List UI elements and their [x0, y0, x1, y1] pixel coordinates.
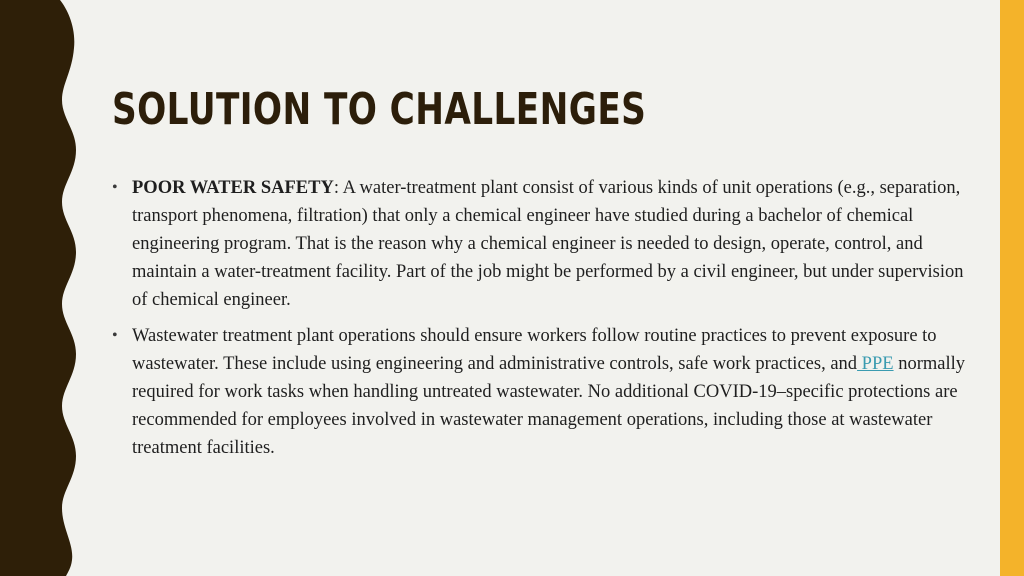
list-item [112, 322, 982, 462]
bullet-list [112, 174, 982, 470]
bullet-icon: • [112, 179, 118, 196]
ppe-link[interactable]: PPE [857, 354, 894, 374]
bullet-text: : A water-treatment plant consist of various kinds of unit operations (e.g., separation, transport phenomena, filtration) that only a chemical engineer have studied during a bachelor of chemical engineering program. That is the reason why a chemical engineer is needed to design, operate, control, and maintain a water-treatment facility. Part of the job might be performed by a civil engineer, but under supervision of chemical engineer. [132, 178, 964, 310]
bullet-lead: POOR WATER SAFETY [132, 178, 334, 198]
slide-title: SOLUTION TO CHALLENGES [112, 84, 647, 135]
bullet-text: Wastewater treatment plant operations should ensure workers follow routine practices to prevent exposure to wastewater. These include using engineering and administrative controls, safe work practices, and [132, 326, 937, 374]
bullet-text-continued: normally required for work tasks when handling untreated wastewater. No additional COVID-19–specific protections are recommended for employees involved in wastewater management operations, including those at wastewater treatment facilities. [132, 354, 965, 458]
list-item [112, 174, 982, 314]
left-wavy-band [0, 0, 80, 576]
bullet-icon: • [112, 327, 118, 344]
wavy-band-shape [0, 0, 76, 576]
right-accent-stripe [1000, 0, 1024, 576]
